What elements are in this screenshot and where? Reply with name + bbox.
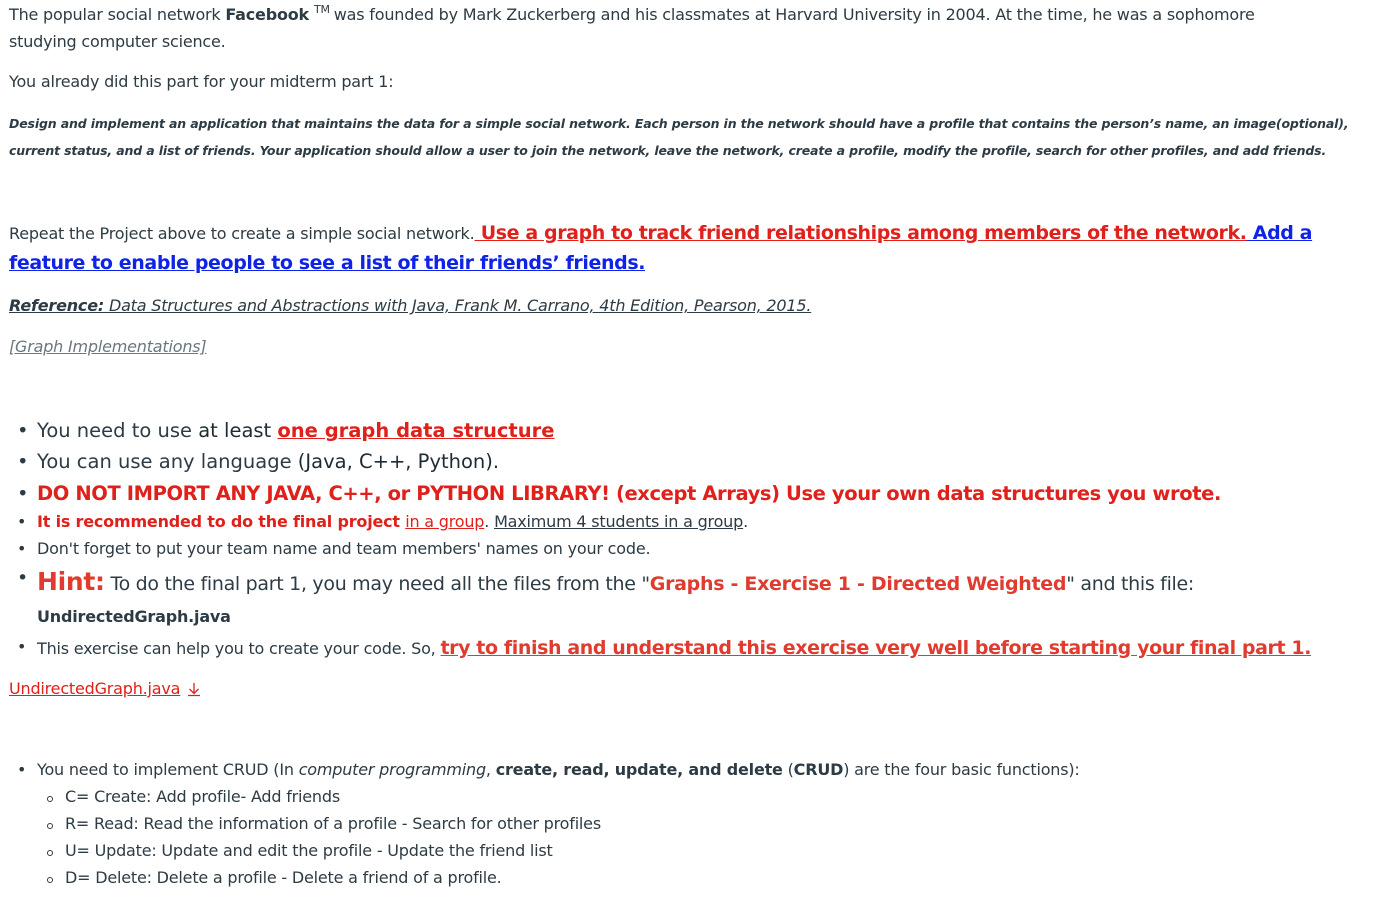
crud-text: You need to implement CRUD (In (37, 760, 299, 779)
bullet-text: " and this file: (1066, 573, 1195, 595)
repeat-line-2 (9, 252, 645, 274)
graph-implementations-link[interactable]: [Graph Implementations] (9, 337, 207, 356)
crud-text: create, read, update, and delete (495, 760, 783, 779)
download-row (9, 679, 202, 698)
reference-label: Reference: (9, 296, 105, 315)
friends-feature-link[interactable]: Add a (1246, 222, 1313, 244)
undirected-graph-download-link[interactable]: UndirectedGraph.java (9, 679, 181, 698)
midterm-note: You already did this part for your midterm part 1: (9, 72, 394, 91)
design-text-line-2: current status, and a list of friends. Your application should allow a user to join the network, leave the network, create a profile, modify the profile, search for other profiles, and add friends. (9, 143, 1327, 158)
intro-text-cont: was founded by Mark Zuckerberg and his classmates at Harvard University in 2004. At the time, he was a sophomore (333, 5, 1255, 24)
crud-text: , (485, 760, 496, 779)
repeat-paragraph (9, 222, 1312, 244)
group-link[interactable]: in a group (405, 512, 485, 531)
crud-create: C= Create: Add profile- Add friends (65, 787, 340, 806)
bullet-text: You can use any language (37, 450, 298, 473)
bullet-text: at least (198, 419, 278, 442)
hint-file-name: UndirectedGraph.java (37, 607, 231, 626)
friends-feature-link-cont[interactable]: feature to enable people to see a list of their friends’ friends. (9, 252, 646, 274)
repeat-plain: Repeat the Project above to create a simple social network. (9, 224, 475, 243)
graph-structure-link[interactable]: one graph data structure (277, 419, 555, 442)
brand-name: Facebook (225, 5, 309, 24)
exercise-advice-link[interactable]: try to finish and understand this exercise very well before starting your final part 1. (440, 637, 1312, 659)
bullet-text: . (484, 512, 495, 531)
intro-text: The popular social network (9, 5, 226, 24)
graph-requirement-link[interactable]: Use a graph to track friend relationships among members of the network. (474, 222, 1247, 244)
bullet-text: . (743, 512, 748, 531)
crud-text: ) are the four basic functions): (843, 760, 1080, 779)
reference-text: Data Structures and Abstractions with Java, Frank M. Carrano, 4th Edition, Pearson, 2015. (104, 296, 812, 315)
no-import-warning: DO NOT IMPORT ANY JAVA, C++, or PYTHON LIBRARY! (except Arrays) Use your own data structures you wrote. (37, 482, 1221, 505)
crud-text: ( (782, 760, 794, 779)
intro-line-2: studying computer science. (9, 32, 226, 51)
reference[interactable] (9, 296, 811, 315)
crud-delete: D= Delete: Delete a profile - Delete a friend of a profile. (65, 868, 502, 887)
design-text-line-1: Design and implement an application that maintains the data for a simple social network. Each person in the network should have a profile that contains the person’s name, an image(optional), (9, 116, 1349, 131)
bullet-text: To do the final part 1, you may need all the files from the " (104, 573, 650, 595)
download-icon[interactable] (186, 681, 202, 697)
intro-paragraph (9, 5, 1255, 24)
bullet-text: You need to use (37, 419, 199, 442)
crud-text: CRUD (793, 760, 844, 779)
bullet-text: Don't forget to put your team name and team members' names on your code. (37, 539, 651, 558)
bullet-text: (Java, C++, Python). (297, 450, 500, 473)
max-students-link[interactable]: Maximum 4 students in a group (494, 512, 744, 531)
bullet-text: This exercise can help you to create your code. So, (37, 639, 441, 658)
exercise-name: Graphs - Exercise 1 - Directed Weighted (649, 573, 1067, 595)
crud-read: R= Read: Read the information of a profile - Search for other profiles (65, 814, 601, 833)
bullet-text: It is recommended to do the final project (37, 512, 406, 531)
hint-label: Hint: (37, 567, 105, 596)
crud-update: U= Update: Update and edit the profile - Update the friend list (65, 841, 553, 860)
crud-text: computer programming (298, 760, 486, 779)
trademark: TM (313, 3, 330, 16)
